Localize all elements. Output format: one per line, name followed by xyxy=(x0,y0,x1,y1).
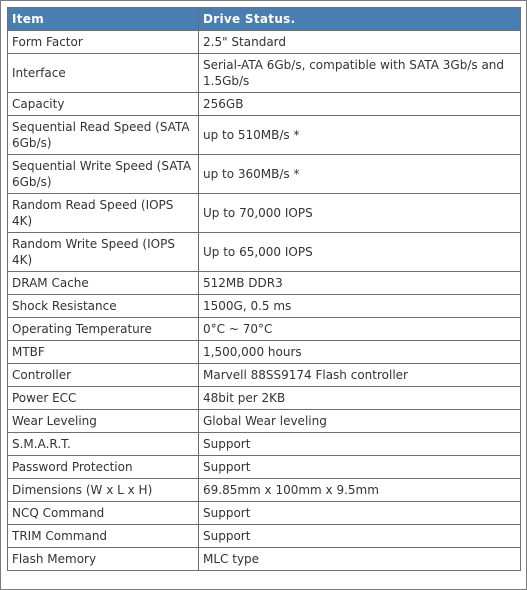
table-row xyxy=(8,295,521,318)
status-cell: 1,500,000 hours xyxy=(199,341,521,364)
header-drive-status: Drive Status. xyxy=(199,8,521,31)
status-cell: 0°C ~ 70°C xyxy=(199,318,521,341)
item-cell: Wear Leveling xyxy=(8,410,199,433)
item-cell: Sequential Read Speed (SATA 6Gb/s) xyxy=(8,116,199,155)
header-item: Item xyxy=(8,8,199,31)
table-row xyxy=(8,341,521,364)
table-row xyxy=(8,93,521,116)
item-cell: NCQ Command xyxy=(8,502,199,525)
item-cell: S.M.A.R.T. xyxy=(8,433,199,456)
item-cell: Random Write Speed (IOPS 4K) xyxy=(8,233,199,272)
item-cell: Dimensions (W x L x H) xyxy=(8,479,199,502)
item-cell: Flash Memory xyxy=(8,548,199,571)
table-row xyxy=(8,387,521,410)
table-row xyxy=(8,456,521,479)
table-row xyxy=(8,155,521,194)
table-row xyxy=(8,318,521,341)
status-cell: Serial-ATA 6Gb/s, compatible with SATA 3Gb/s and 1.5Gb/s xyxy=(199,54,521,93)
status-cell: 48bit per 2KB xyxy=(199,387,521,410)
status-cell: up to 510MB/s * xyxy=(199,116,521,155)
item-cell: Password Protection xyxy=(8,456,199,479)
status-cell: 256GB xyxy=(199,93,521,116)
status-cell: Up to 70,000 IOPS xyxy=(199,194,521,233)
table-row xyxy=(8,272,521,295)
item-cell: Operating Temperature xyxy=(8,318,199,341)
status-cell: Support xyxy=(199,456,521,479)
status-cell: 512MB DDR3 xyxy=(199,272,521,295)
item-cell: TRIM Command xyxy=(8,525,199,548)
table-row xyxy=(8,54,521,93)
table-row xyxy=(8,233,521,272)
status-cell: MLC type xyxy=(199,548,521,571)
status-cell: Up to 65,000 IOPS xyxy=(199,233,521,272)
header-row xyxy=(8,8,521,31)
spec-table xyxy=(7,7,521,571)
item-cell: Capacity xyxy=(8,93,199,116)
table-row xyxy=(8,194,521,233)
table-row xyxy=(8,31,521,54)
status-cell: Support xyxy=(199,502,521,525)
status-cell: 1500G, 0.5 ms xyxy=(199,295,521,318)
table-row xyxy=(8,364,521,387)
item-cell: Interface xyxy=(8,54,199,93)
item-cell: Sequential Write Speed (SATA 6Gb/s) xyxy=(8,155,199,194)
table-row xyxy=(8,410,521,433)
table-row xyxy=(8,433,521,456)
status-cell: 2.5" Standard xyxy=(199,31,521,54)
status-cell: Marvell 88SS9174 Flash controller xyxy=(199,364,521,387)
item-cell: DRAM Cache xyxy=(8,272,199,295)
item-cell: Form Factor xyxy=(8,31,199,54)
status-cell: Global Wear leveling xyxy=(199,410,521,433)
table-row xyxy=(8,548,521,571)
status-cell: Support xyxy=(199,433,521,456)
table-row xyxy=(8,502,521,525)
status-cell: up to 360MB/s * xyxy=(199,155,521,194)
item-cell: Controller xyxy=(8,364,199,387)
status-cell: Support xyxy=(199,525,521,548)
status-cell: 69.85mm x 100mm x 9.5mm xyxy=(199,479,521,502)
item-cell: Shock Resistance xyxy=(8,295,199,318)
item-cell: Random Read Speed (IOPS 4K) xyxy=(8,194,199,233)
item-cell: MTBF xyxy=(8,341,199,364)
table-row xyxy=(8,116,521,155)
table-row xyxy=(8,525,521,548)
table-row xyxy=(8,479,521,502)
item-cell: Power ECC xyxy=(8,387,199,410)
